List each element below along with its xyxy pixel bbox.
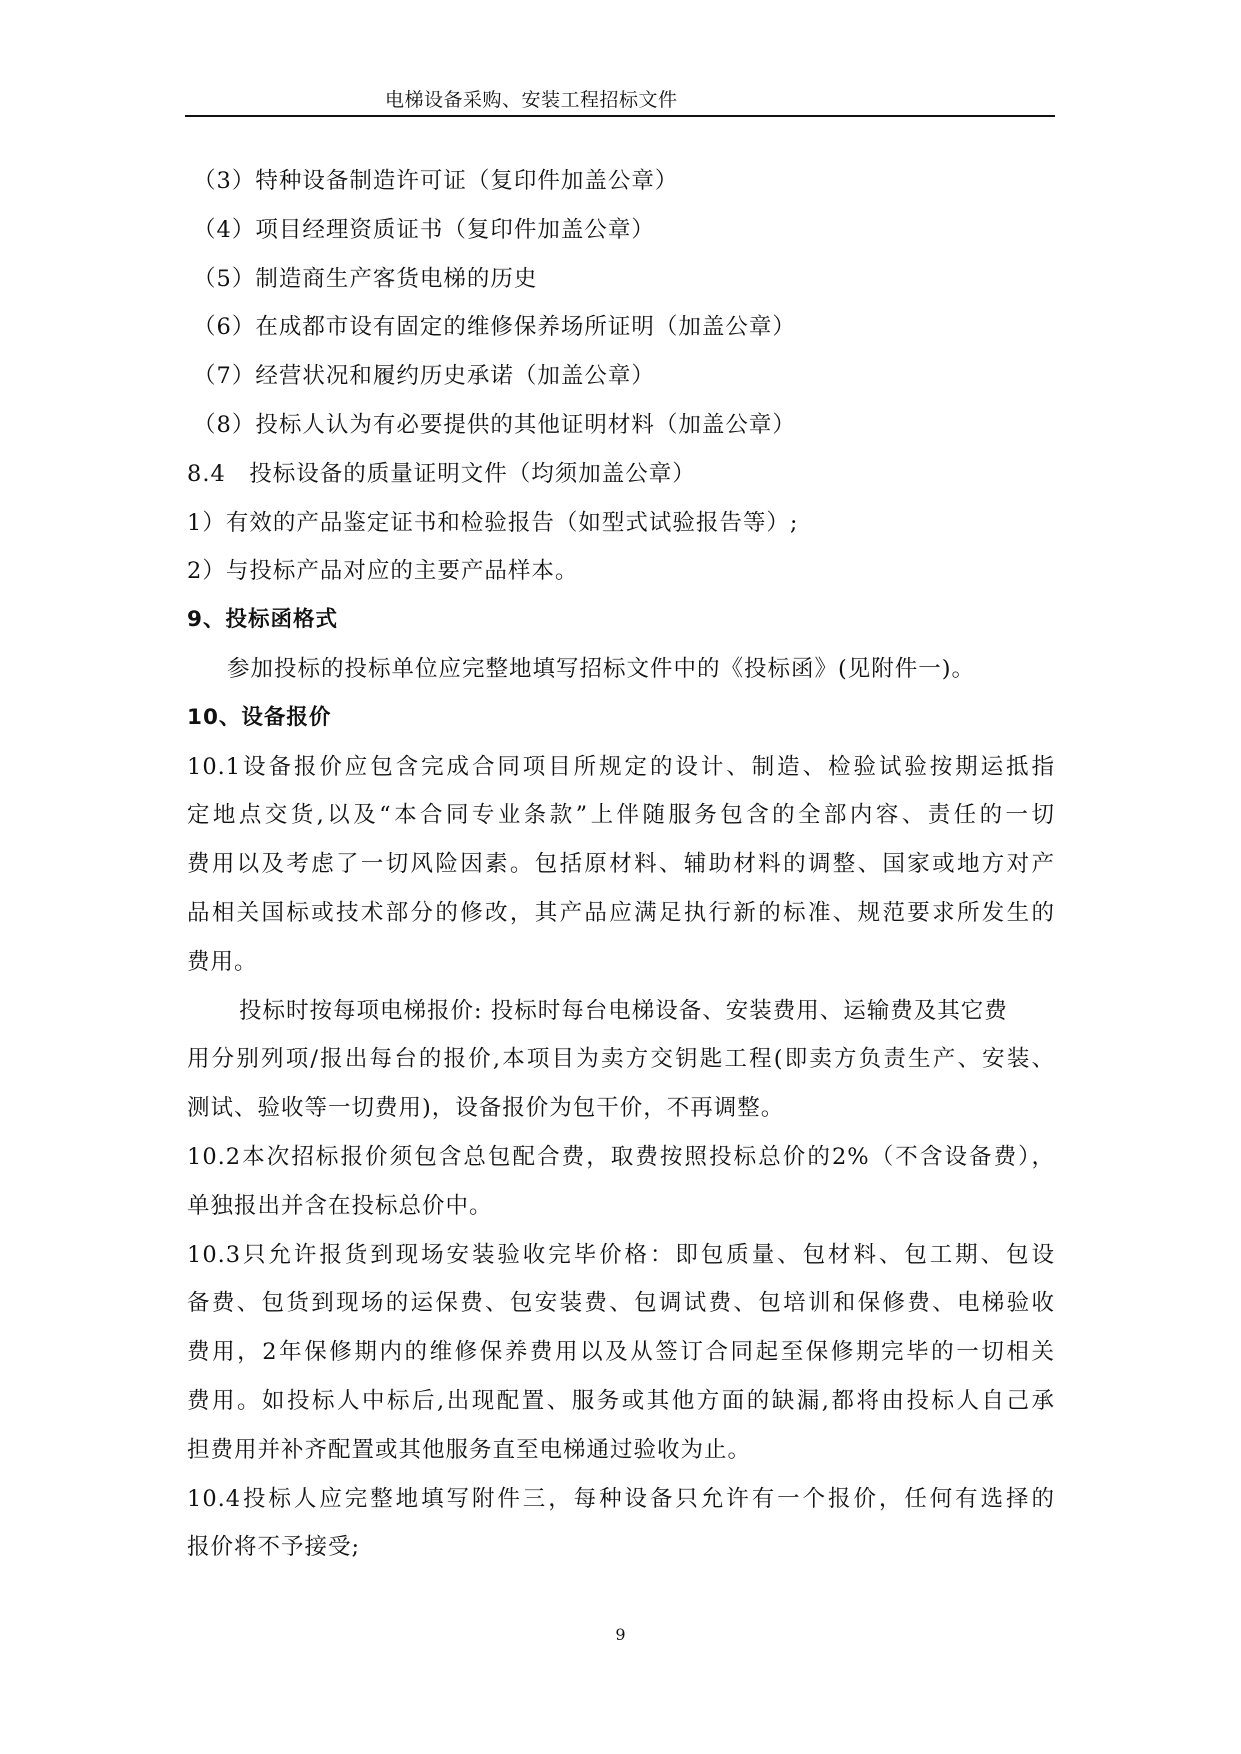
paragraph-line: 10.1设备报价应包含完成合同项目所规定的设计、制造、检验试验按期运抵指 <box>187 753 1055 780</box>
list-item: （8）投标人认为有必要提供的其他证明材料（加盖公章） <box>193 411 796 438</box>
list-item: （4）项目经理资质证书（复印件加盖公章） <box>193 216 655 243</box>
page-header <box>185 88 1055 116</box>
header-title: 电梯设备采购、安装工程招标文件 <box>385 89 678 111</box>
section-10-heading: 10、设备报价 <box>187 704 332 730</box>
paragraph-line: 费用。如投标人中标后,出现配置、服务或其他方面的缺漏,都将由投标人自己承 <box>187 1387 1055 1414</box>
paragraph-line: 投标时按每项电梯报价: 投标时每台电梯设备、安装费用、运输费及其它费 <box>239 997 1008 1024</box>
paragraph-line: 费用以及考虑了一切风险因素。包括原材料、辅助材料的调整、国家或地方对产 <box>187 851 1055 878</box>
list-item: 1）有效的产品鉴定证书和检验报告（如型式试验报告等）; <box>187 509 799 536</box>
paragraph-line: 测试、验收等一切费用)，设备报价为包干价，不再调整。 <box>187 1095 785 1122</box>
paragraph-line: 备费、包货到现场的运保费、包安装费、包调试费、包培训和保修费、电梯验收 <box>187 1290 1055 1317</box>
document-body <box>187 157 1055 1572</box>
section-9-heading: 9、投标函格式 <box>187 607 338 633</box>
list-item: （7）经营状况和履约历史承诺（加盖公章） <box>193 363 655 390</box>
paragraph-line: 用分别列项/报出每台的报价,本项目为卖方交钥匙工程(即卖方负责生产、安装、 <box>187 1046 1055 1073</box>
header-rule <box>185 115 1055 117</box>
list-item: （5）制造商生产客货电梯的历史 <box>193 265 538 292</box>
paragraph-line: 报价将不予接受; <box>187 1534 361 1561</box>
paragraph-line: 担费用并补齐配置或其他服务直至电梯通过验收为止。 <box>187 1436 752 1463</box>
page-number: 9 <box>615 1625 626 1644</box>
list-item: （6）在成都市设有固定的维修保养场所证明（加盖公章） <box>193 314 796 341</box>
paragraph-line: 10.2本次招标报价须包含总包配合费，取费按照投标总价的2%（不含设备费）， <box>187 1143 1055 1170</box>
paragraph-line: 10.4投标人应完整地填写附件三，每种设备只允许有一个报价，任何有选择的 <box>187 1485 1055 1512</box>
section-8-4-title: 8.4 投标设备的质量证明文件（均须加盖公章） <box>187 460 696 487</box>
paragraph-line: 单独报出并含在投标总价中。 <box>187 1192 493 1219</box>
paragraph-line: 定地点交货,以及“本合同专业条款”上伴随服务包含的全部内容、责任的一切 <box>187 802 1055 829</box>
list-item: （3）特种设备制造许可证（复印件加盖公章） <box>193 168 679 194</box>
paragraph-line: 参加投标的投标单位应完整地填写招标文件中的《投标函》(见附件一)。 <box>227 655 976 682</box>
paragraph-line: 费用。 <box>187 948 258 975</box>
paragraph-line: 费用，2年保修期内的维修保养费用以及从签订合同起至保修期完毕的一切相关 <box>187 1339 1055 1366</box>
list-item: 2）与投标产品对应的主要产品样本。 <box>187 558 579 585</box>
paragraph-line: 10.3只允许报货到现场安装验收完毕价格：即包质量、包材料、包工期、包设 <box>187 1241 1055 1268</box>
paragraph-line: 品相关国标或技术部分的修改，其产品应满足执行新的标准、规范要求所发生的 <box>187 899 1055 926</box>
